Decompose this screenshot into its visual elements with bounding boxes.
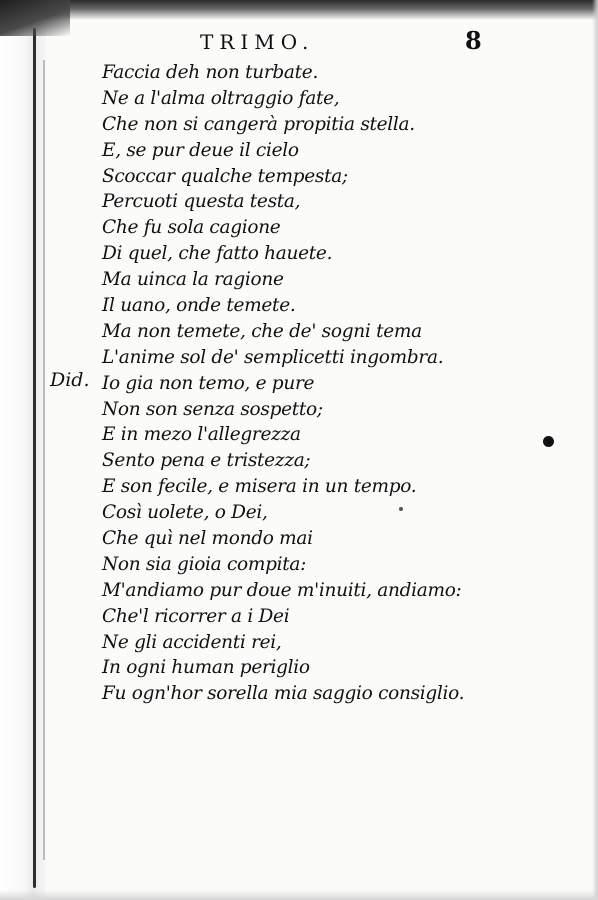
verse-line: Fu ogn'hor sorella mia saggio consiglio. [102, 683, 465, 705]
verse-line: L'anime sol de' semplicetti ingombra. [102, 346, 444, 368]
verse-block [102, 60, 572, 707]
running-title: TRIMO. [200, 30, 315, 54]
verse-line: M'andiamo pur doue m'inuiti, andiamo: [102, 579, 462, 601]
verse-line: Non sia gioia compita: [102, 553, 307, 575]
verse-line: Io gia non temo, e pure [102, 372, 315, 394]
verse-line: Non son senza sospetto; [102, 398, 323, 420]
verse-line: Scoccar qualche tempesta; [102, 165, 348, 187]
verse-line: Ne gli accidenti rei, [102, 631, 282, 653]
bottom-page-edge [0, 890, 598, 900]
verse-line: In ogni human periglio [102, 657, 310, 679]
verse-line: Faccia deh non turbate. [102, 62, 319, 83]
speaker-label: Did. [50, 369, 90, 391]
verse-line: Percuoti questa testa, [102, 191, 301, 213]
page-gutter [0, 0, 46, 900]
verse-line: Di quel, che fatto hauete. [102, 243, 333, 265]
right-page-edge [592, 0, 598, 900]
verse-line: E, se pur deue il cielo [102, 139, 299, 161]
verse-line: Sento pena e tristezza; [102, 450, 311, 472]
verse-line: Ma non temete, che de' sogni tema [102, 320, 422, 342]
top-page-edge [0, 0, 598, 20]
verse-line: E son fecile, e misera in un tempo. [102, 476, 417, 498]
verse-line: Che fu sola cagione [102, 217, 281, 239]
binding-shadow [43, 60, 45, 860]
verse-line: Così uolete, o Dei, [102, 502, 268, 524]
binding-edge [33, 28, 36, 888]
ink-speck [399, 507, 403, 511]
verse-line: Il uano, onde temete. [102, 295, 296, 317]
verse-line: E in mezo l'allegrezza [102, 424, 301, 446]
ink-blot [543, 436, 554, 447]
verse-line: Che'l ricorrer a i Dei [102, 605, 290, 627]
verse-line: Ma uinca la ragione [102, 269, 284, 291]
corner-fold [0, 0, 70, 36]
verse-line: Ne a l'alma oltraggio fate, [102, 87, 340, 109]
page-number: 8 [465, 26, 482, 55]
verse-line: Che quì nel mondo mai [102, 528, 313, 550]
verse-line: Che non si cangerà propitia stella. [102, 113, 415, 135]
